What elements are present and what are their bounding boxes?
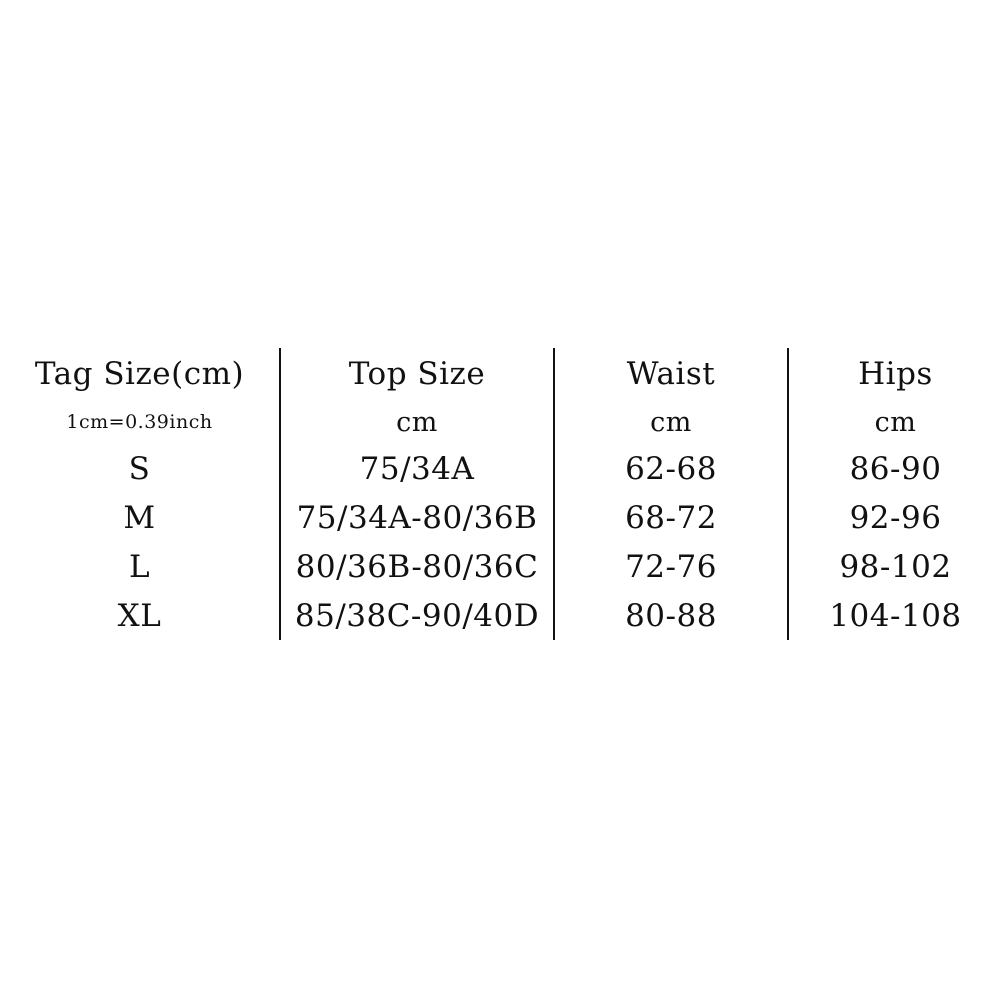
cell-waist: 68-72 [554, 493, 788, 542]
table-row [0, 591, 1002, 640]
cell-hips: 104-108 [829, 597, 962, 634]
cell-hips: 92-96 [849, 499, 942, 536]
unit-top-size: cm [280, 400, 554, 444]
cell-top-size: 75/34A-80/36B [280, 493, 554, 542]
cell-hips: 86-90 [849, 450, 942, 487]
table-units-row [0, 400, 1002, 444]
cell-top-size: 80/36B-80/36C [280, 542, 554, 591]
table-row [0, 444, 1002, 493]
size-chart-table [0, 348, 1002, 640]
header-hips: Hips [858, 356, 933, 392]
header-top-size: Top Size [280, 348, 554, 400]
table-row [0, 493, 1002, 542]
cell-waist: 72-76 [554, 542, 788, 591]
header-tag-size: Tag Size(cm) [0, 348, 280, 400]
cell-tag-size: S [0, 444, 280, 493]
cell-waist: 80-88 [554, 591, 788, 640]
cell-hips: 98-102 [839, 548, 952, 585]
cell-waist: 62-68 [554, 444, 788, 493]
table-header-row [0, 348, 1002, 400]
cell-top-size: 85/38C-90/40D [280, 591, 554, 640]
cell-tag-size: XL [0, 591, 280, 640]
table-row [0, 542, 1002, 591]
cell-tag-size: M [0, 493, 280, 542]
unit-hips: cm [874, 406, 917, 438]
cell-top-size: 75/34A [280, 444, 554, 493]
unit-waist: cm [554, 400, 788, 444]
header-waist: Waist [554, 348, 788, 400]
cell-tag-size: L [0, 542, 280, 591]
unit-conversion-note: 1cm=0.39inch [0, 400, 280, 444]
